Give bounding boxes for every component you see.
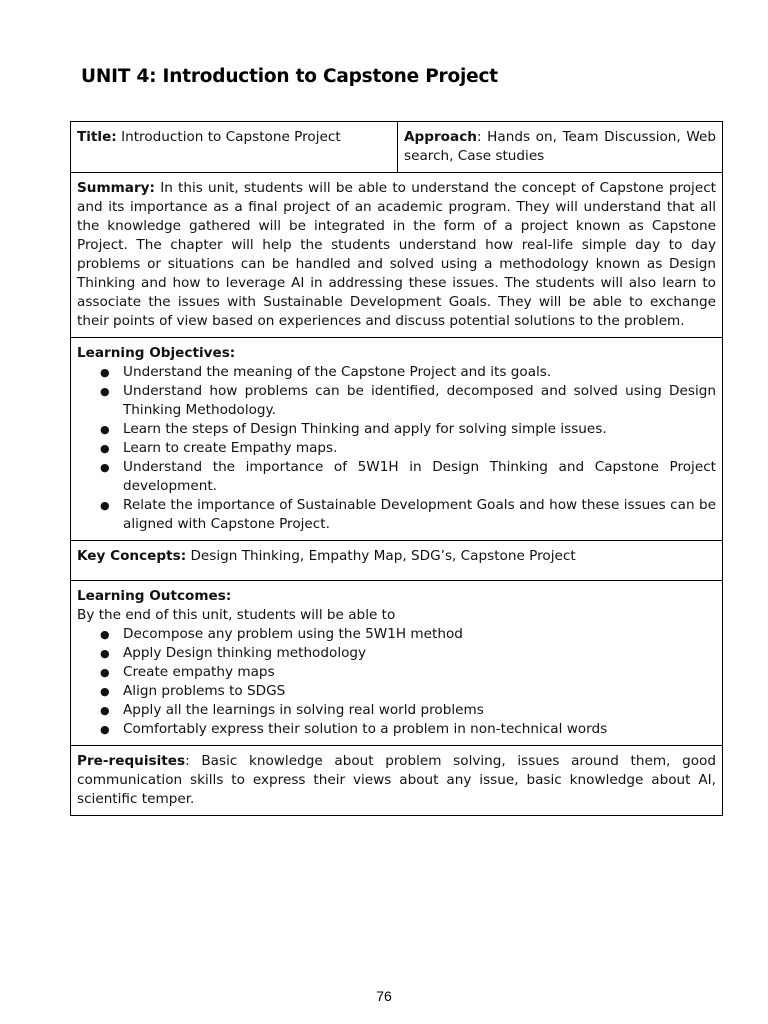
key-concepts-text: Design Thinking, Empathy Map, SDG’s, Capstone Project <box>190 548 576 564</box>
outcomes-cell <box>71 581 723 746</box>
outcome-item: ● Apply all the learnings in solving real world problems <box>123 701 716 720</box>
outcomes-list <box>77 625 716 739</box>
outcome-item: ● Align problems to SDGS <box>123 682 716 701</box>
prerequisites-row <box>71 746 723 816</box>
title-label: Title: <box>77 129 117 145</box>
prerequisites-cell <box>71 746 723 816</box>
outcomes-row <box>71 581 723 746</box>
key-concepts-row <box>71 541 723 581</box>
objective-item: ● Relate the importance of Sustainable Development Goals and how these issues can be aligned with Capstone Project. <box>123 496 716 534</box>
objectives-row <box>71 338 723 541</box>
objective-item: ● Understand the meaning of the Capstone Project and its goals. <box>123 363 716 382</box>
objectives-list <box>77 363 716 534</box>
summary-row <box>71 173 723 338</box>
outcome-item: ● Create empathy maps <box>123 663 716 682</box>
title-approach-row <box>71 122 723 173</box>
prerequisites-label: Pre-requisites <box>77 753 186 769</box>
objective-item: ● Understand how problems can be identified, decomposed and solved using Design Thinking Methodology. <box>123 382 716 420</box>
outcomes-label: Learning Outcomes: <box>77 588 232 604</box>
page-number: 76 <box>376 988 392 1004</box>
objective-item: ● Understand the importance of 5W1H in Design Thinking and Capstone Project development. <box>123 458 716 496</box>
prerequisites-text: : Basic knowledge about problem solving, issues around them, good communication skills to express their views about any issue, basic knowledge about AI, scientific temper. <box>77 753 716 807</box>
summary-label: Summary: <box>77 180 155 196</box>
key-concepts-cell <box>71 541 723 581</box>
unit-overview-table <box>70 121 723 816</box>
title-value: Introduction to Capstone Project <box>121 129 341 145</box>
outcome-item: ● Decompose any problem using the 5W1H method <box>123 625 716 644</box>
objectives-cell <box>71 338 723 541</box>
unit-overview-table-wrapper <box>70 121 723 816</box>
key-concepts-label: Key Concepts: <box>77 548 187 564</box>
objective-item: ● Learn to create Empathy maps. <box>123 439 716 458</box>
approach-cell <box>398 122 723 173</box>
title-cell <box>71 122 398 173</box>
summary-cell <box>71 173 723 338</box>
summary-text: In this unit, students will be able to understand the concept of Capstone project and its importance as a final project of an academic program. They will understand that all the knowledge gathered will be integrated in the form of a project known as Capstone Project. The chapter will help the students understand how real-life simple day to day problems or situations can be handled and solved using a methodology known as Design Thinking and how to leverage AI in addressing these issues. The students will also learn to associate the issues with Sustainable Development Goals. They will be able to exchange their points of view based on experiences and discuss potential solutions to the problem. <box>77 180 716 329</box>
approach-value: : Hands on, Team Discussion, Web search, Case studies <box>404 129 716 164</box>
objective-item: ● Learn the steps of Design Thinking and apply for solving simple issues. <box>123 420 716 439</box>
outcome-item: ● Apply Design thinking methodology <box>123 644 716 663</box>
approach-label: Approach <box>404 129 477 145</box>
unit-heading: UNIT 4: Introduction to Capstone Project <box>81 66 498 87</box>
objectives-label: Learning Objectives: <box>77 345 236 361</box>
outcomes-intro: By the end of this unit, students will be able to <box>77 607 396 623</box>
outcome-item: ● Comfortably express their solution to a problem in non-technical words <box>123 720 716 739</box>
